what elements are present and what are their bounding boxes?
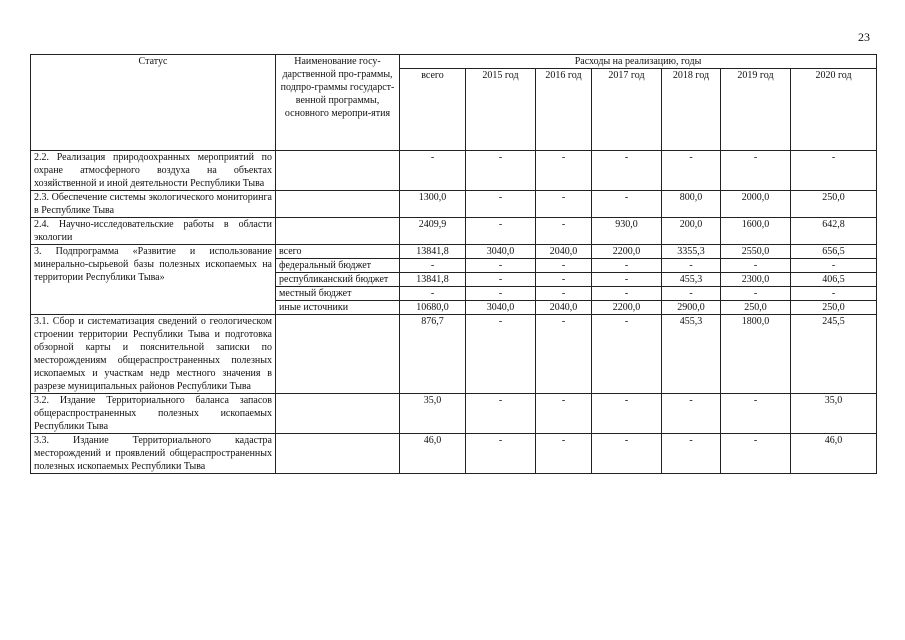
header-status: Статус <box>31 55 276 151</box>
value-cell: 1800,0 <box>721 315 791 394</box>
value-cell: - <box>466 315 536 394</box>
value-cell: - <box>466 151 536 191</box>
value-cell: - <box>721 434 791 474</box>
value-cell: - <box>592 191 662 218</box>
value-cell: 35,0 <box>400 394 466 434</box>
value-cell: - <box>536 434 592 474</box>
subprogram-status: 3. Подпрограмма «Развитие и использование минерально-сырьевой базы полезных ископаемых на территории Республики Тыва» <box>31 245 276 315</box>
value-cell: - <box>791 259 877 273</box>
value-cell: - <box>721 259 791 273</box>
row-status: 3.3. Издание Территориального кадастра месторождений и проявлений общераспространенных полезных ископаемых Республики Тыва <box>31 434 276 474</box>
row-source <box>276 191 400 218</box>
value-cell: - <box>662 434 721 474</box>
table-row <box>31 245 877 259</box>
value-cell: 13841,8 <box>400 245 466 259</box>
value-cell: 455,3 <box>662 315 721 394</box>
value-cell: - <box>662 151 721 191</box>
value-cell: 656,5 <box>791 245 877 259</box>
value-cell: 245,5 <box>791 315 877 394</box>
value-cell: 930,0 <box>592 218 662 245</box>
value-cell: - <box>721 394 791 434</box>
budget-table <box>30 54 877 474</box>
value-cell: 3355,3 <box>662 245 721 259</box>
value-cell: 2409,9 <box>400 218 466 245</box>
row-source <box>276 151 400 191</box>
value-cell: 876,7 <box>400 315 466 394</box>
value-cell: 3040,0 <box>466 245 536 259</box>
value-cell: - <box>400 259 466 273</box>
value-cell: 200,0 <box>662 218 721 245</box>
value-cell: - <box>536 151 592 191</box>
value-cell: 46,0 <box>400 434 466 474</box>
value-cell: 10680,0 <box>400 301 466 315</box>
value-cell: - <box>466 218 536 245</box>
header-expenses: Расходы на реализацию, годы <box>400 55 877 69</box>
funding-source: федеральный бюджет <box>276 259 400 273</box>
value-cell: 46,0 <box>791 434 877 474</box>
value-cell: - <box>536 218 592 245</box>
row-source <box>276 315 400 394</box>
value-cell: 2200,0 <box>592 301 662 315</box>
value-cell: - <box>466 259 536 273</box>
value-cell: 1300,0 <box>400 191 466 218</box>
value-cell: - <box>592 394 662 434</box>
value-cell: - <box>592 259 662 273</box>
row-status: 2.2. Реализация природоохранных мероприятий по охране атмосферного воздуха на объектах хозяйственной и иной деятельности Республики Тыва <box>31 151 276 191</box>
funding-source: республиканский бюджет <box>276 273 400 287</box>
value-cell: - <box>466 273 536 287</box>
value-cell: 642,8 <box>791 218 877 245</box>
value-cell: - <box>400 151 466 191</box>
value-cell: - <box>791 287 877 301</box>
value-cell: - <box>592 287 662 301</box>
row-status: 3.1. Сбор и систематизация сведений о геологическом строении территории Республики Тыва и подготовка обзорной карты и пояснительной записки по месторождениям общераспространенных полезных ископаемых и участкам недр местного значения в разрезе муниципальных районов Республики Тыва <box>31 315 276 394</box>
row-source <box>276 394 400 434</box>
value-cell: 2040,0 <box>536 245 592 259</box>
value-cell: 35,0 <box>791 394 877 434</box>
value-cell: - <box>466 394 536 434</box>
row-source <box>276 218 400 245</box>
header-year-2017: 2017 год <box>592 69 662 151</box>
value-cell: - <box>662 259 721 273</box>
header-year-2018: 2018 год <box>662 69 721 151</box>
table-row <box>31 218 877 245</box>
table-row <box>31 191 877 218</box>
row-status: 2.3. Обеспечение системы экологического мониторинга в Республике Тыва <box>31 191 276 218</box>
funding-source: всего <box>276 245 400 259</box>
value-cell: 2000,0 <box>721 191 791 218</box>
value-cell: 1600,0 <box>721 218 791 245</box>
value-cell: - <box>592 273 662 287</box>
page-number: 23 <box>858 30 870 44</box>
table-row <box>31 151 877 191</box>
value-cell: - <box>536 287 592 301</box>
value-cell: - <box>791 151 877 191</box>
funding-source: местный бюджет <box>276 287 400 301</box>
value-cell: - <box>592 434 662 474</box>
value-cell: - <box>592 151 662 191</box>
row-status: 2.4. Научно-исследовательские работы в области экологии <box>31 218 276 245</box>
table-row <box>31 394 877 434</box>
value-cell: - <box>466 287 536 301</box>
value-cell: - <box>721 287 791 301</box>
value-cell: - <box>536 259 592 273</box>
value-cell: 2900,0 <box>662 301 721 315</box>
value-cell: - <box>466 434 536 474</box>
value-cell: - <box>466 191 536 218</box>
header-year-total: всего <box>400 69 466 151</box>
value-cell: 800,0 <box>662 191 721 218</box>
value-cell: 13841,8 <box>400 273 466 287</box>
value-cell: - <box>536 315 592 394</box>
value-cell: 406,5 <box>791 273 877 287</box>
header-year-2019: 2019 год <box>721 69 791 151</box>
table-row <box>31 434 877 474</box>
value-cell: 2550,0 <box>721 245 791 259</box>
value-cell: 3040,0 <box>466 301 536 315</box>
value-cell: 2040,0 <box>536 301 592 315</box>
value-cell: 250,0 <box>791 301 877 315</box>
value-cell: - <box>592 315 662 394</box>
value-cell: - <box>662 394 721 434</box>
table-row <box>31 315 877 394</box>
value-cell: - <box>536 191 592 218</box>
value-cell: 2300,0 <box>721 273 791 287</box>
value-cell: - <box>662 287 721 301</box>
funding-source: иные источники <box>276 301 400 315</box>
header-year-2016: 2016 год <box>536 69 592 151</box>
value-cell: 250,0 <box>791 191 877 218</box>
header-year-2015: 2015 год <box>466 69 536 151</box>
value-cell: - <box>400 287 466 301</box>
value-cell: 455,3 <box>662 273 721 287</box>
header-row-top <box>31 55 877 69</box>
value-cell: 250,0 <box>721 301 791 315</box>
value-cell: - <box>536 394 592 434</box>
header-year-2020: 2020 год <box>791 69 877 151</box>
row-source <box>276 434 400 474</box>
value-cell: 2200,0 <box>592 245 662 259</box>
value-cell: - <box>536 273 592 287</box>
row-status: 3.2. Издание Территориального баланса запасов общераспространенных полезных ископаемых Республики Тыва <box>31 394 276 434</box>
value-cell: - <box>721 151 791 191</box>
header-program-name: Наименование госу-дарственной про-граммы, подпро-граммы государст-венной программы, основного меропри-ятия <box>276 55 400 151</box>
